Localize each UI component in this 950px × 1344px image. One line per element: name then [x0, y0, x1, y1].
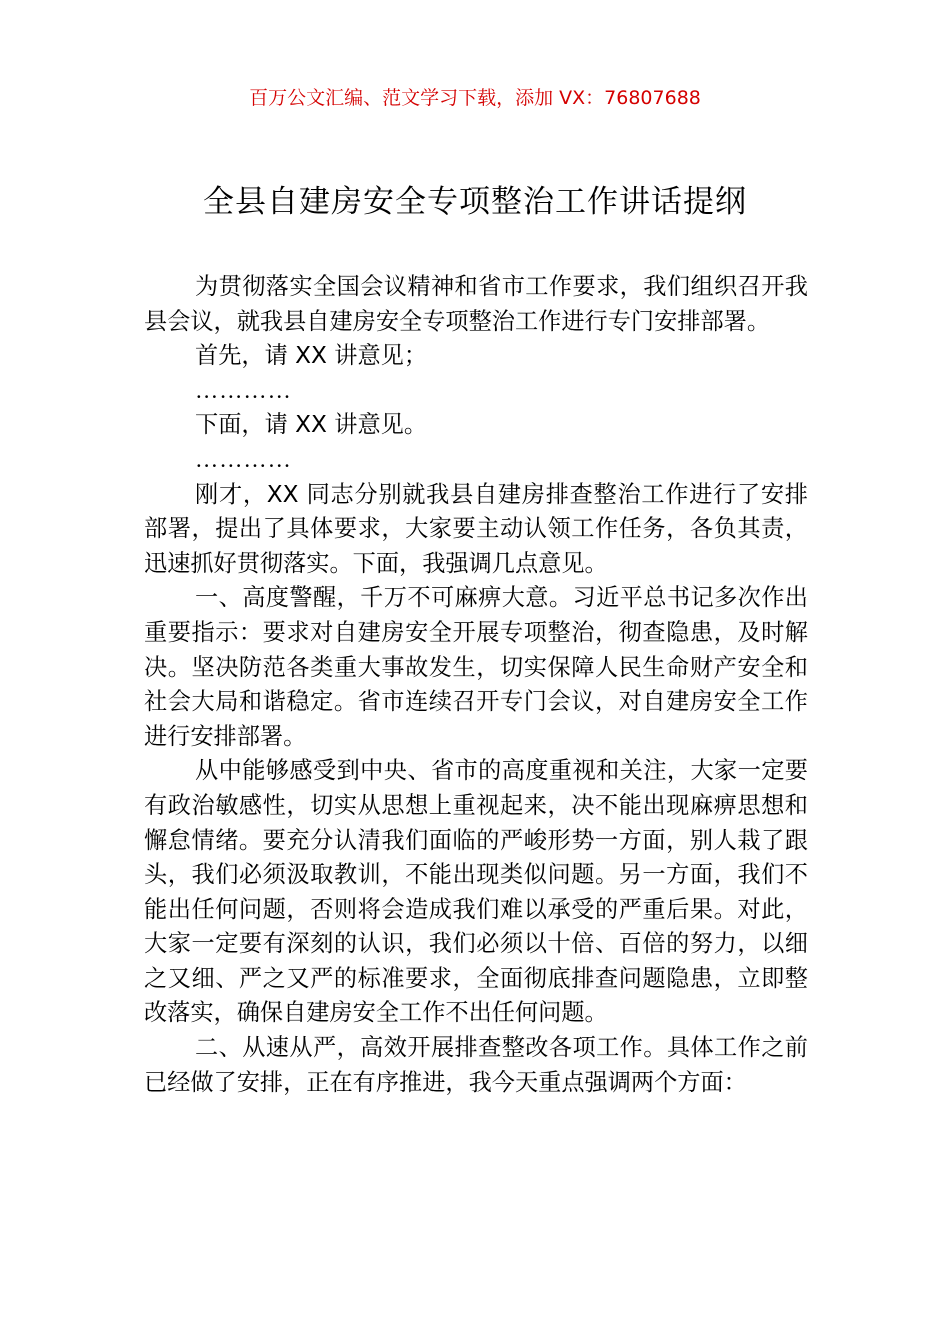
- paragraph-next-speaker: 下面，请 XX 讲意见。: [195, 411, 428, 439]
- paragraph-ellipsis: …………: [195, 377, 292, 404]
- paragraph-first-speaker: 首先，请 XX 讲意见；: [195, 342, 428, 370]
- paragraph-summary: 刚才，XX 同志分别就我县自建房排查整治工作进行了安排部署，提出了具体要求，大家要主动认领工作任务，各负其责，迅速抓好贯彻落实。下面，我强调几点意见。: [144, 480, 808, 577]
- paragraph-intro: 为贯彻落实全国会议精神和省市工作要求，我们组织召开我县会议，就我县自建房安全专项整治工作进行专门安排部署。: [144, 273, 808, 335]
- paragraph-ellipsis: …………: [195, 446, 292, 473]
- paragraph-point-one-detail: 从中能够感受到中央、省市的高度重视和关注，大家一定要有政治敏感性，切实从思想上重视起来，决不能出现麻痹思想和懈怠情绪。要充分认清我们面临的严峻形势一方面，别人栽了跟头，我们必须汲取教训，不能出现类似问题。另一方面，我们不能出任何问题，否则将会造成我们难以承受的严重后果。对此，大家一定要有深刻的认识，我们必须以十倍、百倍的努力，以细之又细、严之又严的标准要求，全面彻底排查问题隐患，立即整改落实，确保自建房安全工作不出任何问题。: [144, 757, 808, 1027]
- paragraph-point-two: 二、从速从严，高效开展排查整改各项工作。具体工作之前已经做了安排，正在有序推进，我今天重点强调两个方面：: [144, 1034, 808, 1096]
- header-note: 百万公文汇编、范文学习下载，添加 VX：76807688: [249, 87, 701, 109]
- document-body: [144, 270, 808, 1100]
- document-title: 全县自建房安全专项整治工作讲话提纲: [203, 184, 747, 220]
- paragraph-point-one: 一、高度警醒，千万不可麻痹大意。习近平总书记多次作出重要指示：要求对自建房安全开展专项整治，彻查隐患，及时解决。坚决防范各类重大事故发生，切实保障人民生命财产安全和社会大局和谐稳定。省市连续召开专门会议，对自建房安全工作进行安排部署。: [144, 584, 808, 750]
